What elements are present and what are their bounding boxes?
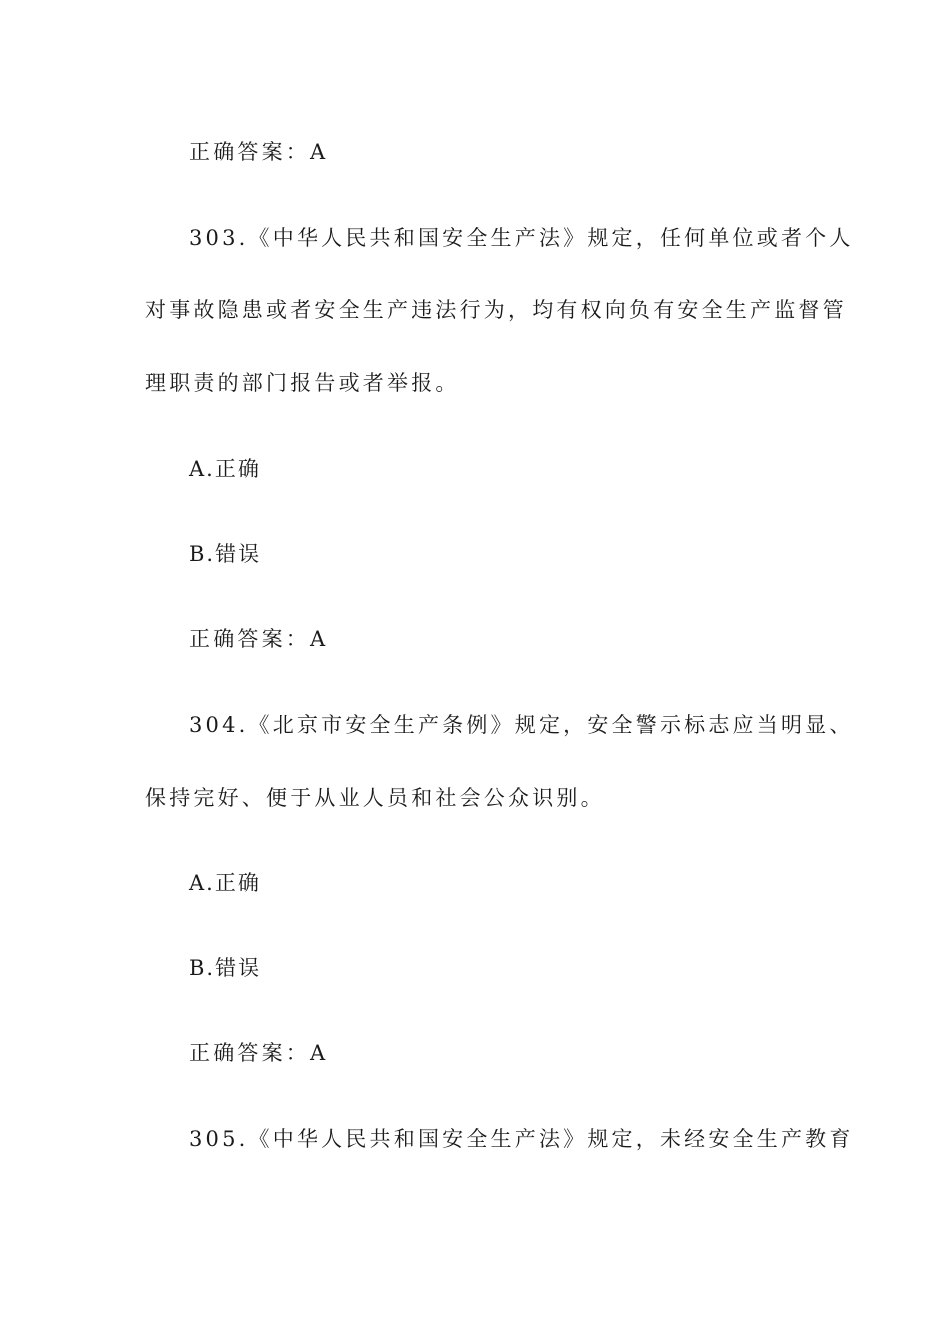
question-304-option-a: A.正确 — [189, 871, 261, 895]
question-304-line-2: 保持完好、便于从业人员和社会公众识别。 — [145, 786, 605, 810]
question-304-line-1: 304.《北京市安全生产条例》规定，安全警示标志应当明显、 — [189, 713, 854, 737]
question-303-line-2: 对事故隐患或者安全生产违法行为，均有权向负有安全生产监督管 — [145, 298, 847, 322]
question-305-line-1: 305.《中华人民共和国安全生产法》规定，未经安全生产教育 — [189, 1127, 854, 1151]
question-303-line-3: 理职责的部门报告或者举报。 — [145, 371, 460, 395]
question-303-line-1: 303.《中华人民共和国安全生产法》规定，任何单位或者个人 — [189, 226, 854, 250]
question-303-option-b: B.错误 — [189, 542, 262, 566]
previous-answer: 正确答案：A — [189, 140, 329, 164]
question-304-answer: 正确答案：A — [189, 1041, 329, 1065]
question-304-option-b: B.错误 — [189, 956, 262, 980]
question-303-option-a: A.正确 — [189, 457, 261, 481]
question-303-answer: 正确答案：A — [189, 627, 329, 651]
